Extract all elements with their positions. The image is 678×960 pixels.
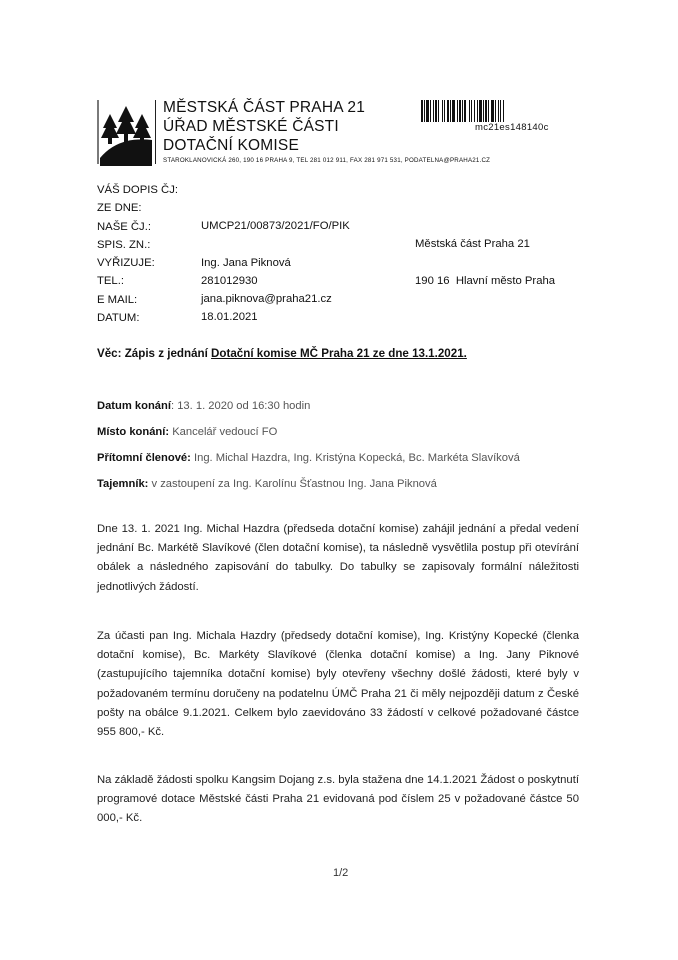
- label-nase-cj: NAŠE ČJ.:: [97, 220, 151, 233]
- present-members: [97, 452, 520, 464]
- paragraph-withdrawal: Na základě žádosti spolku Kangsim Dojang z.s. byla stažena dne 14.1.2021 Žádost o poskytnutí programové dotace Městské části Praha 21 evidovaná pod číslem 25 v požadované částce 50 000,- Kč.: [97, 774, 579, 825]
- label-vas-dopis: VÁŠ DOPIS ČJ:: [97, 184, 178, 196]
- value-vyrizuje: Ing. Jana Piknová: [201, 256, 291, 269]
- paragraph-attendance: Za účasti pan Ing. Michala Hazdry (předsedy dotační komise), Ing. Kristýny Kopecké (členka dotační komise), Bc. Markéty Slavíkové (členka dotační komise) a Ing. Jany Piknové (zastupujícího tajemníka dotační komise) byly otevřeny všechny došlé žádosti, které byly v požadovaném termínu doručeny na podatelnu ÚMČ Praha 21 či měly nejpozději datum z České pošty na obálce 9.1.2021. Celkem bylo zaevidováno 33 žádostí v celkové požadované částce 955 800,- Kč.: [97, 630, 579, 739]
- meeting-place: [97, 426, 277, 438]
- present-members-value: Ing. Michal Hazdra, Ing. Kristýna Kopecká, Bc. Markéta Slavíková: [190, 452, 520, 464]
- org-line-2: ÚŘAD MĚSTSKÉ ČÁSTI: [163, 118, 339, 135]
- organization-address: STAROKLANOVICKÁ 260, 190 16 PRAHA 9, TEL 281 012 911, FAX 281 971 531, PODATELNA@PRAHA21.CZ: [163, 157, 491, 164]
- value-nase-cj: UMCP21/00873/2021/FO/PIK: [201, 220, 350, 232]
- subject-underlined: Dotační komise MČ Praha 21 ze dne 13.1.2021.: [211, 347, 467, 360]
- barcode-icon: [421, 100, 539, 122]
- value-tel: 281012930: [201, 274, 258, 287]
- label-vyrizuje: VYŘIZUJE:: [97, 257, 155, 270]
- recipient-address: [415, 235, 555, 290]
- value-datum: 18.01.2021: [201, 311, 258, 324]
- secretary: [97, 478, 437, 490]
- label-datum: DATUM:: [97, 312, 140, 325]
- org-line-1: MĚSTSKÁ ČÁST PRAHA 21: [163, 99, 366, 116]
- label-spis-zn: SPIS. ZN.:: [97, 238, 151, 251]
- meeting-date-value: : 13. 1. 2020 od 16:30 hodin: [170, 400, 311, 412]
- recipient-line-1: Městská část Praha 21: [415, 238, 530, 250]
- barcode-code: mc21es148140c: [475, 122, 549, 133]
- subject-line: [97, 347, 467, 360]
- meeting-date: [97, 400, 310, 412]
- org-line-3: DOTAČNÍ KOMISE: [163, 137, 299, 154]
- label-tel: TEL.:: [97, 275, 124, 288]
- meeting-place-label: Místo konání:: [97, 426, 170, 438]
- municipal-logo: [96, 100, 154, 166]
- present-members-label: Přítomní členové:: [97, 452, 191, 464]
- organization-name: [163, 98, 365, 155]
- subject-prefix: Věc: Zápis z jednání: [97, 347, 212, 360]
- paragraph-opening: Dne 13. 1. 2021 Ing. Michal Hazdra (předseda dotační komise) zahájil jednání a předal vedení jednání Bc. Markétě Slavíkové (člen dotační komise), ta následně vysvětlila postup při otevírání obálek a následného zapisování do tabulky. Do tabulky se zapisovaly formální náležitosti jednotlivých žádostí.: [97, 523, 579, 593]
- header-divider: [155, 100, 156, 164]
- label-email: E MAIL:: [97, 293, 138, 306]
- secretary-value: v zastoupení za Ing. Karolínu Šťastnou Ing. Jana Piknová: [148, 478, 437, 490]
- page-number: 1/2: [333, 867, 349, 879]
- secretary-label: Tajemník:: [97, 478, 149, 490]
- label-ze-dne: ZE DNE:: [97, 202, 142, 215]
- meeting-date-label: Datum konání: [97, 400, 171, 412]
- recipient-line-2: 190 16 Hlavní město Praha: [415, 274, 556, 287]
- reference-labels: [97, 181, 178, 327]
- meeting-place-value: Kancelář vedoucí FO: [169, 426, 278, 438]
- value-email: jana.piknova@praha21.cz: [201, 293, 332, 306]
- barcode: [421, 100, 539, 122]
- trees-logo-icon: [96, 100, 154, 166]
- reference-values: [201, 217, 350, 327]
